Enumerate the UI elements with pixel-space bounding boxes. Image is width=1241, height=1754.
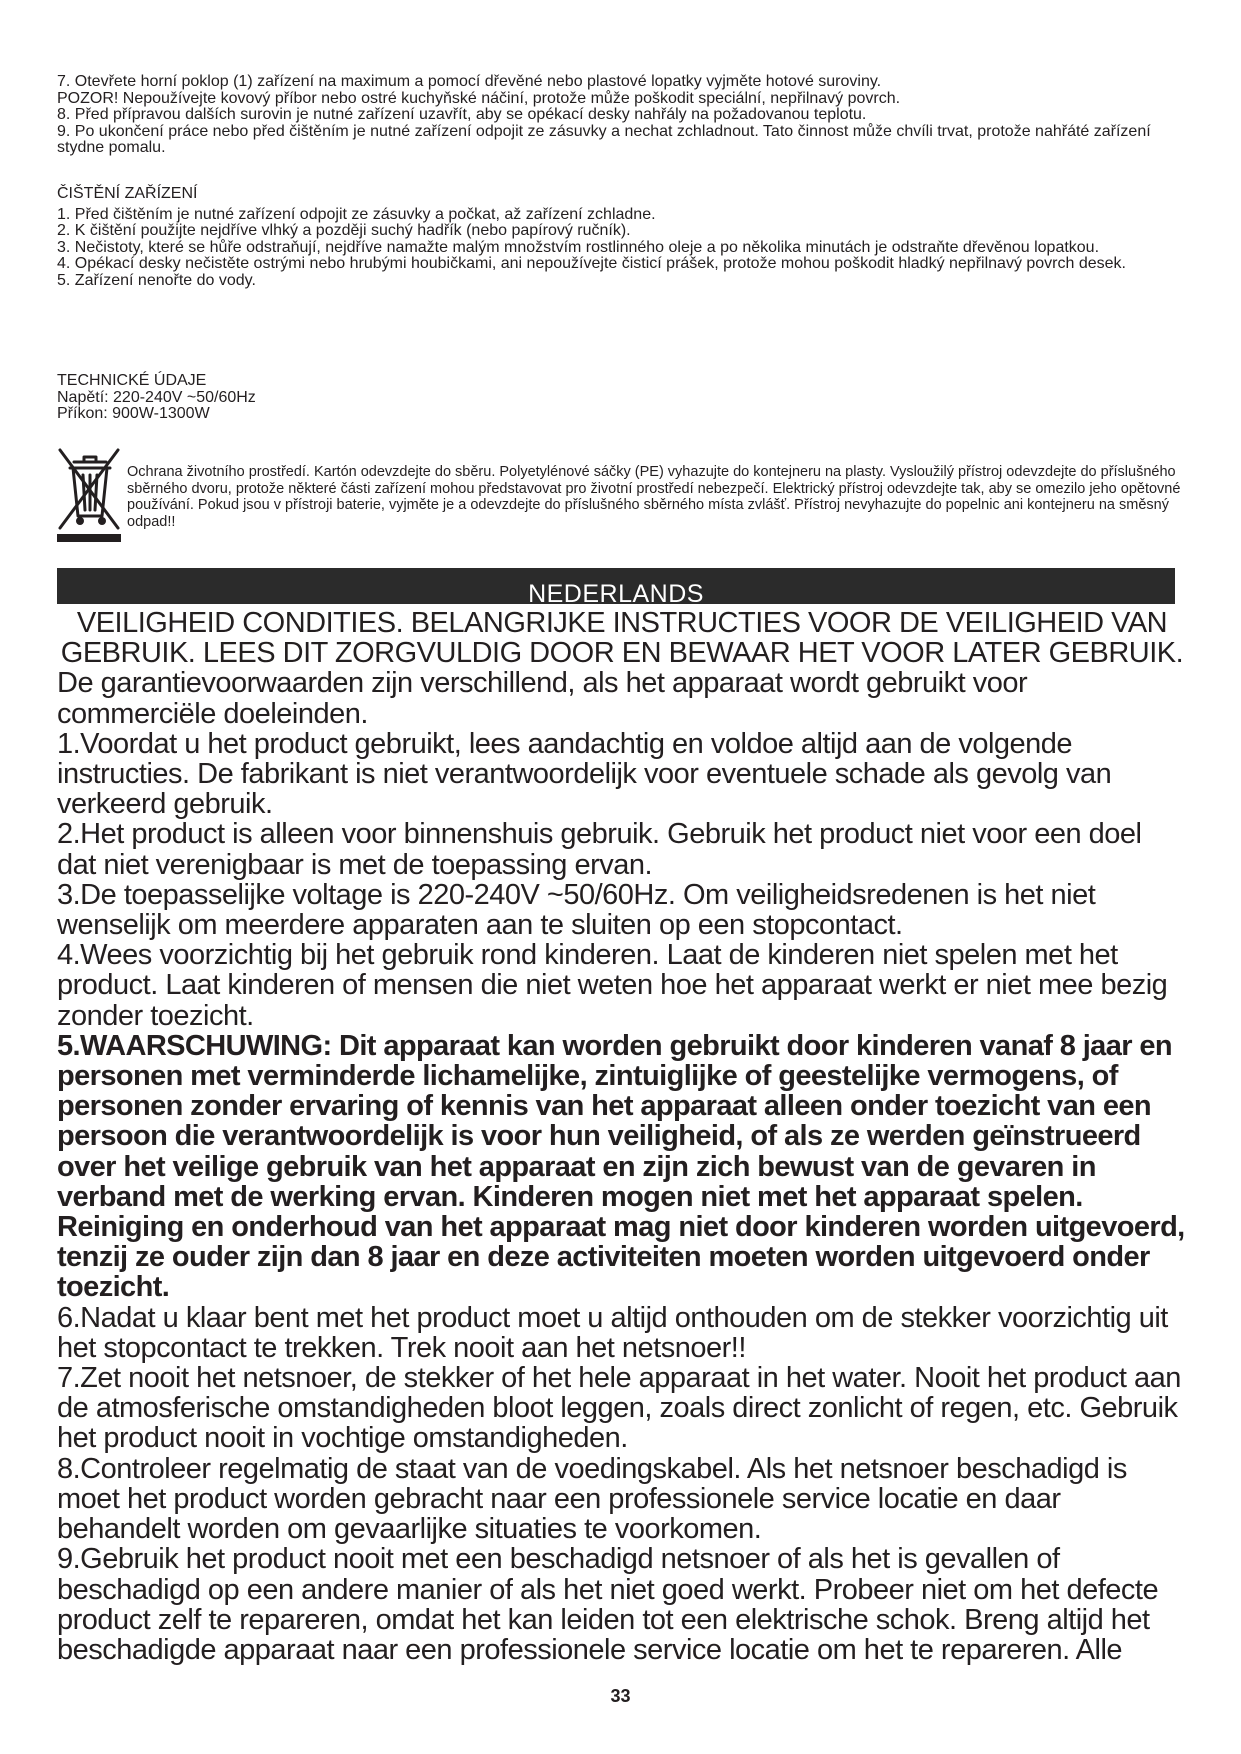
dutch-intro: De garantievoorwaarden zijn verschillend, als het apparaat wordt gebruikt voor commerciële doeleinden. — [57, 667, 1028, 730]
dutch-item-9: 9.Gebruik het product nooit met een beschadigd netsnoer of als het is gevallen of beschadigd op een andere manier of als het niet goed werkt. Probeer niet om het defecte product zelf te repareren, omdat het kan leiden tot een elektrische schok. Breng altijd het beschadigde apparaat naar een professionele service locatie om het te repareren. Alle — [57, 1543, 1159, 1666]
language-section-title: NEDERLANDS — [528, 580, 704, 608]
dutch-heading: VEILIGHEID CONDITIES. BELANGRIJKE INSTRUCTIES VOOR DE VEILIGHEID VAN GEBRUIK. LEES DIT ZORGVULDIG DOOR EN BEWAAR HET VOOR LATER GEBRUIK. — [60, 607, 1184, 670]
dutch-item-4: 4.Wees voorzichtig bij het gebruik rond kinderen. Laat de kinderen niet spelen met het product. Laat kinderen of mensen die niet weten hoe het apparaat werkt er niet mee bezig zonder toezicht. — [57, 939, 1168, 1032]
technical-heading: TECHNICKÉ ÚDAJE — [57, 372, 207, 389]
dutch-item-6: 6.Nadat u klaar bent met het product moet u altijd onthouden om de stekker voorzichtig uit het stopcontact te trekken. Trek nooit aan het netsnoer!! — [57, 1301, 1168, 1364]
technical-voltage: Napětí: 220-240V ~50/60Hz — [57, 388, 256, 406]
page-number: 33 — [610, 1686, 631, 1706]
environment-notice — [54, 444, 1184, 544]
czech-caution: POZOR! Nepoužívejte kovový příbor nebo ostré kuchyňské náčiní, protože může poškodit speciální, nepřilnavý povrch. — [57, 89, 901, 107]
dutch-item-2: 2.Het product is alleen voor binnenshuis gebruik. Gebruik het product niet voor een doel dat niet verenigbaar is met de toepassing ervan. — [57, 818, 1142, 881]
crossed-out-wheelie-bin-icon — [54, 444, 124, 544]
dutch-item-1: 1.Voordat u het product gebruikt, lees aandachtig en voldoe altijd aan de volgende instructies. De fabrikant is niet verantwoordelijk voor eventuele schade als gevolg van verkeerd gebruik. — [57, 727, 1112, 821]
dutch-item-3: 3.De toepasselijke voltage is 220-240V ~50/60Hz. Om veiligheidsredenen is het niet wenselijk om meerdere apparaten aan te sluiten op een stopcontact. — [57, 878, 1096, 942]
environment-text: Ochrana životního prostředí. Kartón odevzdejte do sběru. Polyetylénové sáčky (PE) vyhazujte do kontejneru na plasty. Vysloužilý přístroj odevzdejte do příslušného sběrného dvoru, protože některé části zařízení mohou představovat pro životní prostředí nebezpečí. Elektrický přístroj odevzdejte tak, aby se omezilo jeho opětovné používání. Pokud jsou v přístroji baterie, vyjměte je a odevzdejte do příslušného sběrného místa zvlášť. Přístroj nevyhazujte do popelnic ani kontejneru na směsný odpad!! — [127, 464, 1181, 530]
czech-cleaning-section — [57, 186, 1187, 289]
dutch-safety-instructions — [57, 608, 1187, 1665]
dutch-item-7: 7.Zet nooit het netsnoer, de stekker of het hele apparaat in het water. Nooit het product aan de atmosferische omstandigheden bloot leggen, zoals direct zonlicht of regen, etc. Gebruik het product nooit in vochtige omstandigheden. — [57, 1362, 1181, 1455]
czech-step-9: 9. Po ukončení práce nebo před čištěním je nutné zařízení odpojit ze zásuvky a nechat zchladnout. Tato činnost může chvíli trvat, protože nahřáté zařízení stydne pomalu. — [57, 122, 1151, 156]
cleaning-step-2: 2. K čištění použijte nejdříve vlhký a později suchý hadřík (nebo papírový ručník). — [57, 222, 631, 239]
cleaning-step-4: 4. Opékací desky nečistěte ostrými nebo hrubými houbičkami, ani nepoužívejte čisticí prášek, protože mohou poškodit hladký nepřilnavý povrch desek. — [57, 255, 1126, 272]
dutch-item-8: 8.Controleer regelmatig de staat van de voedingskabel. Als het netsnoer beschadigd is moet het product worden gebracht naar een professionele service locatie en daar behandelt worden om gevaarlijke situaties te voorkomen. — [57, 1452, 1127, 1546]
technical-data-section — [57, 373, 1187, 423]
cleaning-step-3: 3. Nečistoty, které se hůře odstraňují, nejdříve namažte malým množstvím rostlinného oleje a po několika minutách je odstraňte dřevěnou lopatkou. — [57, 238, 1100, 256]
technical-power: Příkon: 900W-1300W — [57, 405, 210, 422]
dutch-item-5-warning: 5.WAARSCHUWING: Dit apparaat kan worden gebruikt door kinderen vanaf 8 jaar en personen met verminderde lichamelijke, zintuiglijke of geestelijke vermogens, of personen zonder ervaring of kennis van het apparaat alleen onder toezicht van een persoon die verantwoordelijk is voor hun veiligheid, of als ze werden geïnstrueerd over het veilige gebruik van het apparaat en zijn zich bewust van de gevaren in verband met de werking ervan. Kinderen mogen niet met het apparaat spelen. Reiniging en onderhoud van het apparaat mag niet door kinderen worden uitgevoerd, tenzij ze ouder zijn dan 8 jaar en deze activiteiten moeten worden uitgevoerd onder toezicht. — [57, 1029, 1185, 1304]
czech-step-7: 7. Otevřete horní poklop (1) zařízení na maximum a pomocí dřevěné nebo plastové lopatky vyjměte hotové suroviny. — [57, 73, 882, 90]
cleaning-step-1: 1. Před čištěním je nutné zařízení odpojit ze zásuvky a počkat, až zařízení zchladne. — [57, 205, 656, 223]
language-section-bar — [57, 568, 1175, 608]
czech-step-8: 8. Před přípravou dalších surovin je nutné zařízení uzavřít, aby se opékací desky nahřály na požadovanou teplotu. — [57, 106, 867, 123]
cleaning-heading: ČIŠTĚNÍ ZAŘÍZENÍ — [57, 185, 198, 202]
cleaning-step-5: 5. Zařízení nenořte do vody. — [57, 271, 256, 289]
czech-instructions-continued — [57, 74, 1187, 157]
